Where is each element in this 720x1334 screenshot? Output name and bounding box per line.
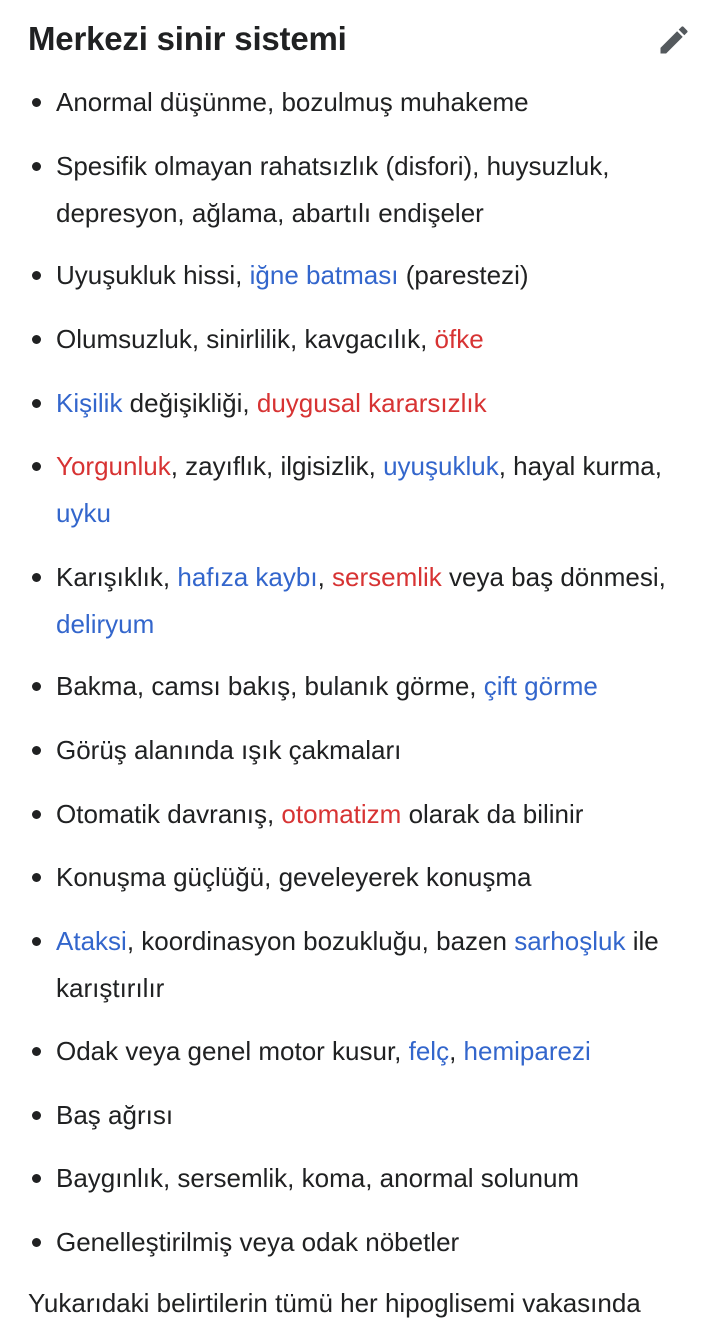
redlink-otomatizm[interactable]: otomatizm <box>281 799 402 829</box>
item-text: ile karıştırılır <box>56 926 659 1003</box>
item-text: Anormal düşünme, bozulmuş muhakeme <box>56 87 529 117</box>
bullet <box>32 573 41 582</box>
list-item <box>56 1092 706 1139</box>
item-text: Genelleştirilmiş veya odak nöbetler <box>56 1227 460 1257</box>
redlink-sersemlik[interactable]: sersemlik <box>332 562 442 592</box>
item-text: Uyuşukluk hissi, <box>56 260 250 290</box>
bullet <box>32 162 41 171</box>
item-text: , <box>449 1036 464 1066</box>
bullet <box>32 98 41 107</box>
bullet <box>32 271 41 280</box>
link-hafiza-kaybi[interactable]: hafıza kaybı <box>177 562 318 592</box>
item-text: Bakma, camsı bakış, bulanık görme, <box>56 671 484 701</box>
bullet <box>32 1047 41 1056</box>
item-text: veya baş dönmesi, <box>441 562 666 592</box>
item-text: Konuşma güçlüğü, geveleyerek konuşma <box>56 862 532 892</box>
list-item <box>56 316 706 363</box>
item-text: Spesifik olmayan rahatsızlık (disfori), huysuzluk, depresyon, ağlama, abartılı endişeler <box>56 151 610 228</box>
link-cift-gorme[interactable]: çift görme <box>483 671 598 701</box>
bullet <box>32 1238 41 1247</box>
item-text: Görüş alanında ışık çakmaları <box>56 735 402 765</box>
list-item <box>56 443 706 537</box>
bullet <box>32 873 41 882</box>
bullet <box>32 682 41 691</box>
link-kisilik[interactable]: Kişilik <box>56 388 123 418</box>
list-item <box>56 1028 706 1075</box>
item-text: olarak da bilinir <box>401 799 584 829</box>
bullet <box>32 462 41 471</box>
list-item <box>56 143 706 237</box>
list-item <box>56 854 706 901</box>
list-item <box>56 918 706 1012</box>
item-text: , <box>317 562 333 592</box>
redlink-yorgunluk[interactable]: Yorgunluk <box>56 451 171 481</box>
list-item <box>56 1219 706 1266</box>
redlink-ofke[interactable]: öfke <box>434 324 484 354</box>
bullet <box>32 1174 41 1183</box>
item-text: , koordinasyon bozukluğu, bazen <box>126 926 515 956</box>
bullet <box>32 1111 41 1120</box>
item-text: Olumsuzluk, sinirlilik, kavgacılık, <box>56 324 435 354</box>
link-igne-batmasi[interactable]: iğne batması <box>249 260 399 290</box>
bullet <box>32 746 41 755</box>
list-item <box>56 380 706 427</box>
link-uyusukluk[interactable]: uyuşukluk <box>383 451 499 481</box>
link-felc[interactable]: felç <box>408 1036 450 1066</box>
item-text: (parestezi) <box>398 260 529 290</box>
list-item <box>56 252 706 299</box>
list-item <box>56 79 706 126</box>
list-item <box>56 554 706 648</box>
link-deliryum[interactable]: deliryum <box>56 609 155 639</box>
link-hemiparezi[interactable]: hemiparezi <box>463 1036 591 1066</box>
bullet <box>32 399 41 408</box>
list-item <box>56 791 706 838</box>
link-sarhosluk[interactable]: sarhoşluk <box>514 926 626 956</box>
item-text: değişikliği, <box>122 388 257 418</box>
link-ataksi[interactable]: Ataksi <box>56 926 127 956</box>
list-item <box>56 1155 706 1202</box>
paragraph-text: Yukarıdaki belirtilerin tümü her hipoglisemi vakasında <box>28 1288 641 1318</box>
bullet <box>32 937 41 946</box>
item-text: , hayal kurma, <box>498 451 662 481</box>
list-item <box>56 727 706 774</box>
item-text: Odak veya genel motor kusur, <box>56 1036 409 1066</box>
list-item <box>56 663 706 710</box>
item-text: , zayıflık, ilgisizlik, <box>170 451 384 481</box>
item-text: Karışıklık, <box>56 562 178 592</box>
bullet <box>32 810 41 819</box>
item-text: Otomatik davranış, <box>56 799 282 829</box>
redlink-duygusal-kararsizlik[interactable]: duygusal kararsızlık <box>256 388 487 418</box>
item-text: Baygınlık, sersemlik, koma, anormal solunum <box>56 1163 580 1193</box>
section-title: Merkezi sinir sistemi <box>28 20 347 57</box>
item-text: Baş ağrısı <box>56 1100 174 1130</box>
pencil-edit-icon[interactable] <box>656 22 692 58</box>
link-uyku[interactable]: uyku <box>56 498 111 528</box>
section-header <box>28 18 696 64</box>
bullet <box>32 335 41 344</box>
